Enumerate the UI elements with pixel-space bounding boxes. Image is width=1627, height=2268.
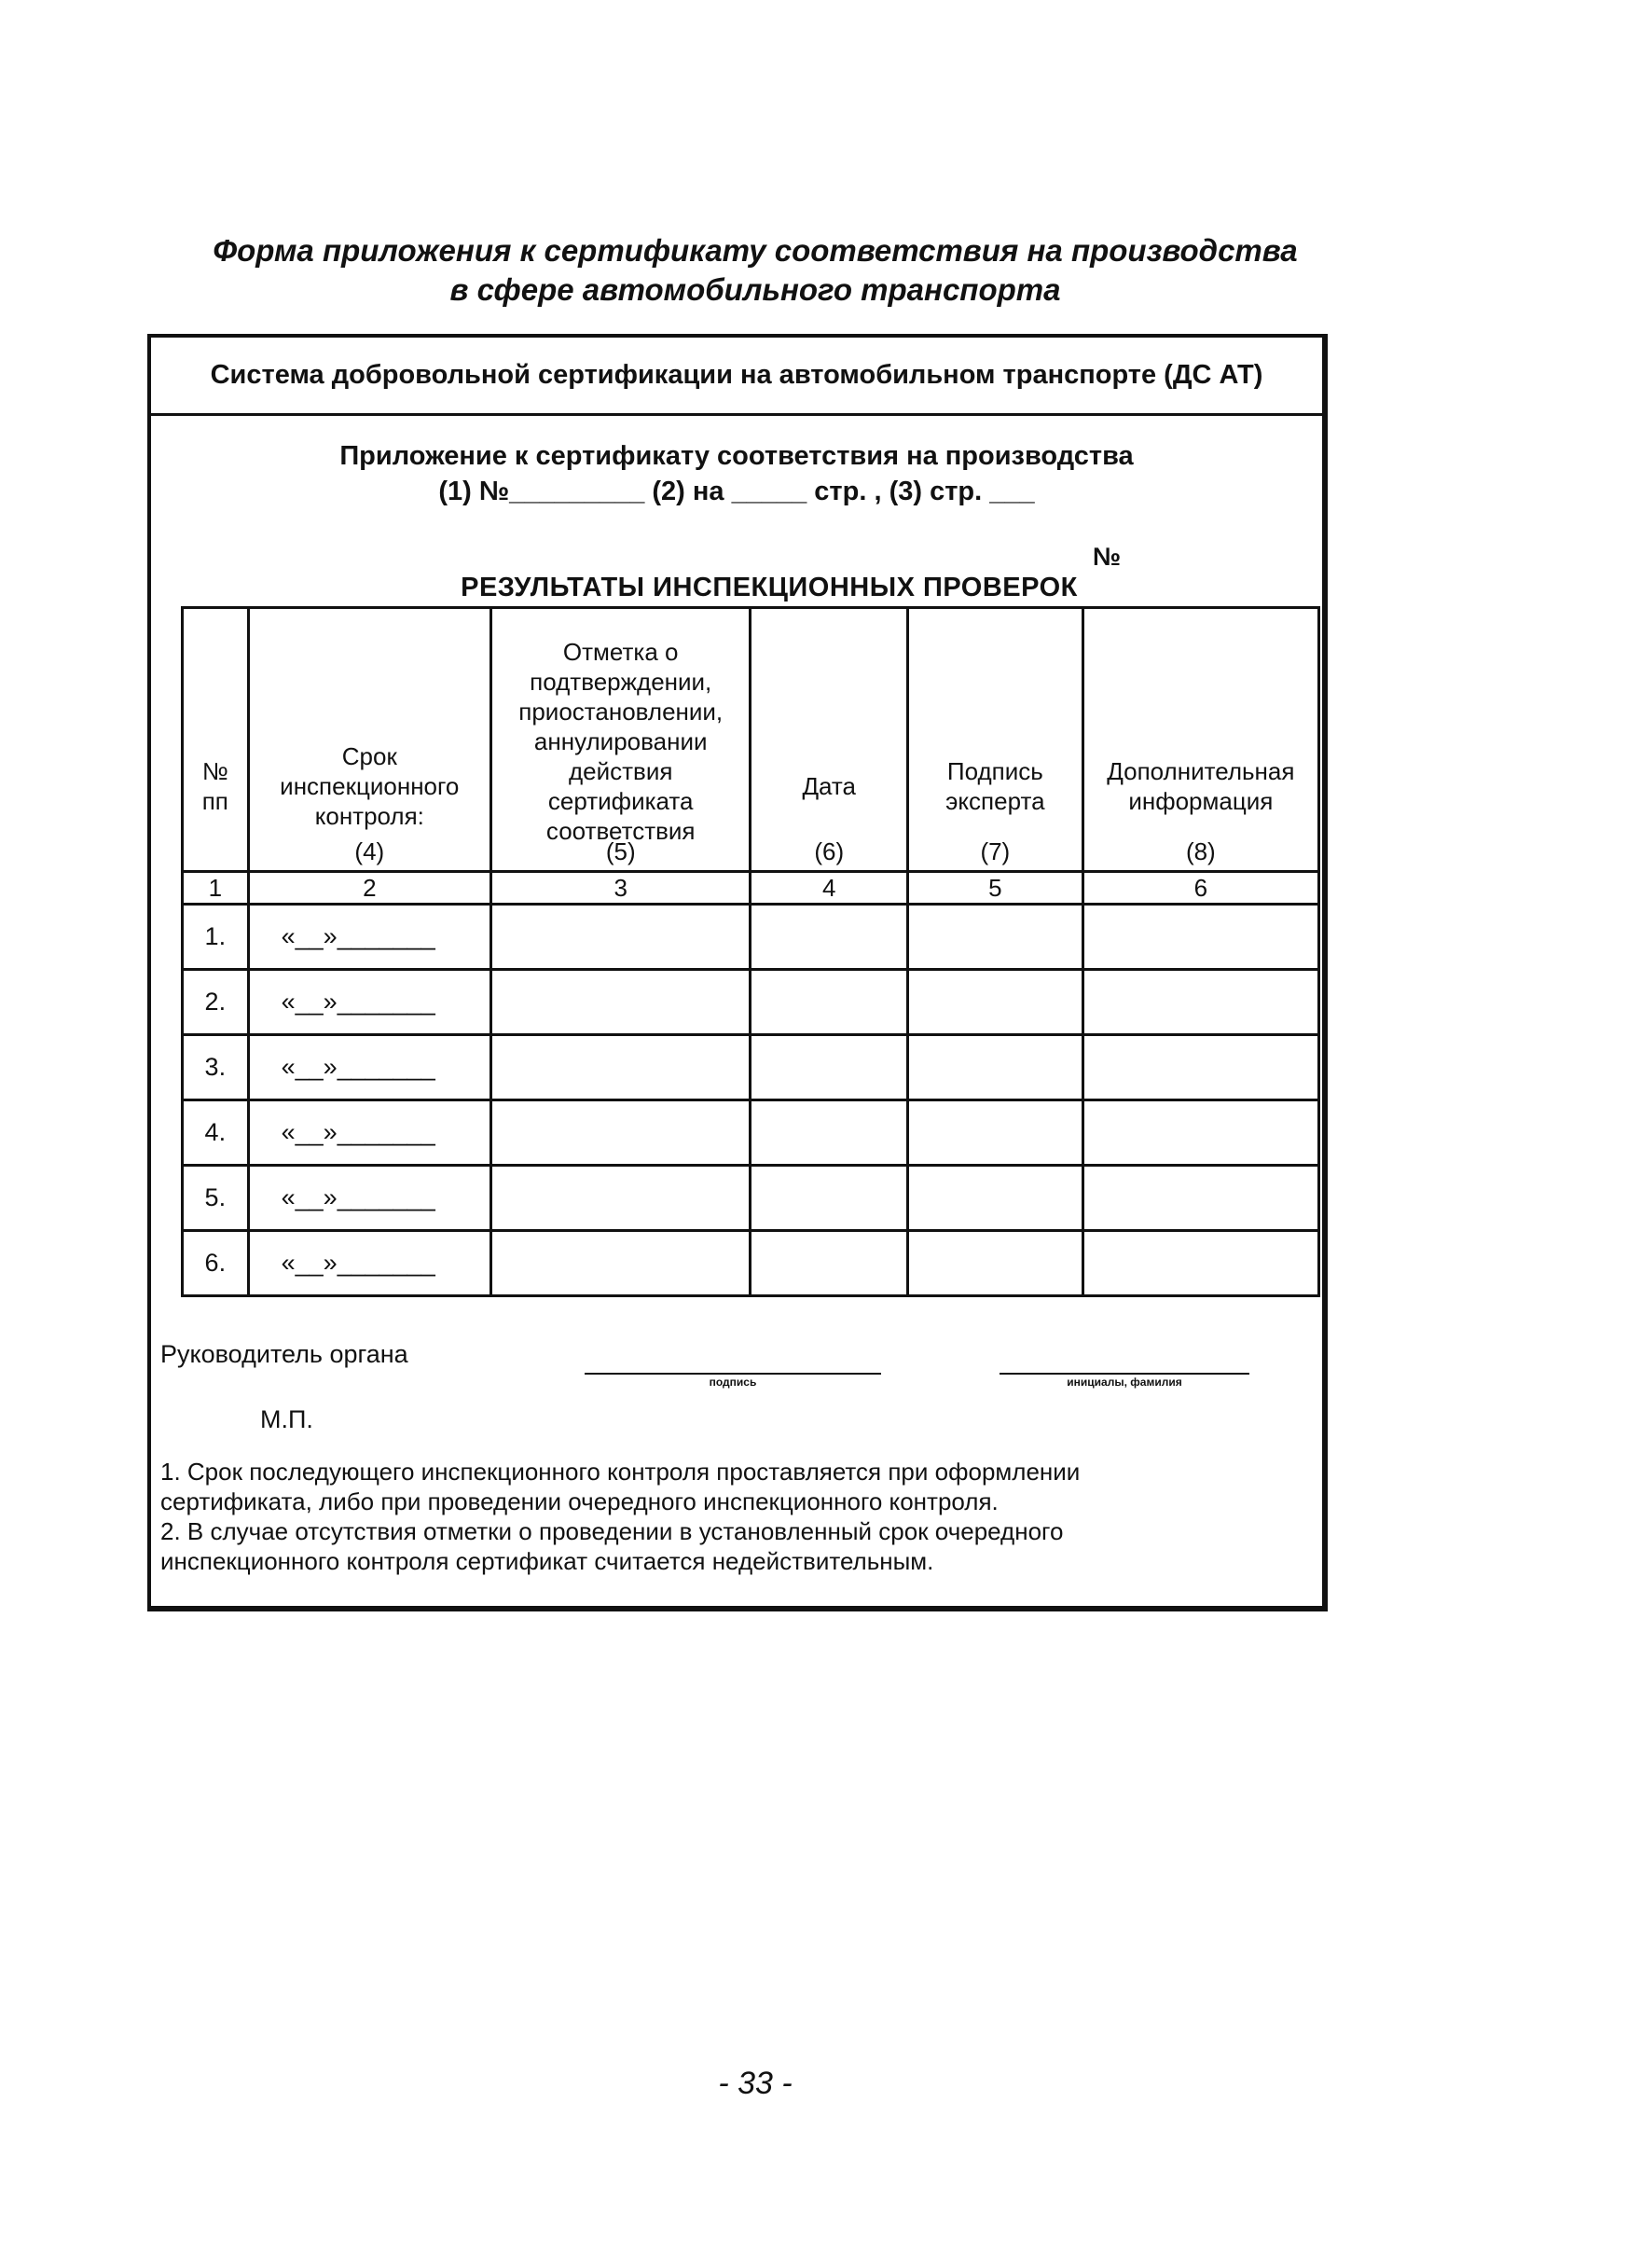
inspection-date-field[interactable]: «__»_______ <box>248 1231 490 1296</box>
signature-cell[interactable] <box>907 1231 1082 1296</box>
header-column-code: (5) <box>605 837 636 865</box>
number-mark: № <box>1093 543 1122 571</box>
inspection-date-field[interactable]: «__»_______ <box>248 1166 490 1231</box>
signature-caption: подпись <box>709 1376 757 1389</box>
column-index: 1 <box>183 872 249 905</box>
mark-cell[interactable] <box>490 1166 751 1231</box>
table-row <box>183 1231 1319 1296</box>
page-title-line-2: в сфере автомобильного транспорта <box>449 272 1061 307</box>
signature-cell[interactable] <box>907 1035 1082 1100</box>
header-text: Срок инспекционного контроля: <box>280 742 460 830</box>
date-cell[interactable] <box>751 1035 908 1100</box>
signature-cell[interactable] <box>907 1166 1082 1231</box>
header-column-code: (6) <box>814 837 845 865</box>
header-column-code: (4) <box>354 837 385 865</box>
signature-cell[interactable] <box>907 970 1082 1035</box>
footnote-line-2: сертификата, либо при проведении очередного инспекционного контроля. <box>160 1487 999 1515</box>
column-index: 3 <box>490 872 751 905</box>
row-number: 2. <box>183 970 249 1035</box>
info-cell[interactable] <box>1082 1166 1318 1231</box>
mark-cell[interactable] <box>490 905 751 970</box>
table-row <box>183 1035 1319 1100</box>
inspection-date-field[interactable]: «__»_______ <box>248 970 490 1035</box>
header-column-code: (7) <box>980 837 1011 865</box>
info-cell[interactable] <box>1082 1100 1318 1166</box>
column-index: 6 <box>1082 872 1318 905</box>
header-cell-inspection-term <box>248 608 490 872</box>
name-caption: инициалы, фамилия <box>1067 1376 1182 1389</box>
header-column-code: (8) <box>1185 837 1216 865</box>
date-cell[interactable] <box>751 1231 908 1296</box>
table-row <box>183 905 1319 970</box>
header-text: № пп <box>201 757 228 815</box>
header-cell-mark <box>490 608 751 872</box>
certificate-form-frame <box>147 334 1328 1611</box>
system-header: Система добровольной сертификации на автомобильном транспорте (ДС АТ) <box>151 338 1322 416</box>
row-number: 1. <box>183 905 249 970</box>
header-cell-expert-signature <box>907 608 1082 872</box>
header-text: Отметка о подтверждении, приостановлении, аннулировании действия сертификата соответствия <box>518 638 724 845</box>
results-title: РЕЗУЛЬТАТЫ ИНСПЕКЦИОННЫХ ПРОВЕРОК <box>461 573 1078 602</box>
mark-cell[interactable] <box>490 1231 751 1296</box>
footnotes <box>160 1457 1317 1576</box>
footnote-line-1: 1. Срок последующего инспекционного контроля проставляется при оформлении <box>160 1458 1081 1486</box>
date-cell[interactable] <box>751 970 908 1035</box>
info-cell[interactable] <box>1082 1231 1318 1296</box>
page-title-line-1: Форма приложения к сертификату соответствия на производства <box>213 233 1298 268</box>
signature-cell[interactable] <box>907 905 1082 970</box>
header-cell-number <box>183 608 249 872</box>
name-line[interactable] <box>1000 1373 1249 1375</box>
column-index: 5 <box>907 872 1082 905</box>
table-row <box>183 1166 1319 1231</box>
inspection-date-field[interactable]: «__»_______ <box>248 905 490 970</box>
table-row <box>183 1100 1319 1166</box>
stamp-label: М.П. <box>260 1405 313 1433</box>
appendix-title-line-1: Приложение к сертификату соответствия на производства <box>339 441 1134 471</box>
mark-cell[interactable] <box>490 1100 751 1166</box>
inspection-results-table <box>181 606 1320 1297</box>
page-number: - 33 - <box>718 2066 793 2101</box>
inspection-date-field[interactable]: «__»_______ <box>248 1100 490 1166</box>
info-cell[interactable] <box>1082 970 1318 1035</box>
column-index: 4 <box>751 872 908 905</box>
header-text: Дата <box>802 772 857 800</box>
row-number: 6. <box>183 1231 249 1296</box>
mark-cell[interactable] <box>490 970 751 1035</box>
signature-line[interactable] <box>585 1373 881 1375</box>
row-number: 5. <box>183 1166 249 1231</box>
table-row <box>183 970 1319 1035</box>
appendix-title <box>151 438 1322 509</box>
header-cell-additional-info <box>1082 608 1318 872</box>
header-text: Дополнительная информация <box>1107 757 1295 815</box>
column-index: 2 <box>248 872 490 905</box>
header-text: Подпись эксперта <box>945 757 1045 815</box>
signature-cell[interactable] <box>907 1100 1082 1166</box>
date-cell[interactable] <box>751 905 908 970</box>
column-index-row <box>183 872 1319 905</box>
footnote-line-4: инспекционного контроля сертификат считается недействительным. <box>160 1547 934 1575</box>
date-cell[interactable] <box>751 1100 908 1166</box>
date-cell[interactable] <box>751 1166 908 1231</box>
mark-cell[interactable] <box>490 1035 751 1100</box>
info-cell[interactable] <box>1082 905 1318 970</box>
page-title <box>0 231 1510 310</box>
footnote-line-3: 2. В случае отсутствия отметки о проведении в установленный срок очередного <box>160 1517 1064 1545</box>
row-number: 3. <box>183 1035 249 1100</box>
signature-label: Руководитель органа <box>160 1340 408 1368</box>
row-number: 4. <box>183 1100 249 1166</box>
header-cell-date <box>751 608 908 872</box>
table-header-row <box>183 608 1319 872</box>
inspection-date-field[interactable]: «__»_______ <box>248 1035 490 1100</box>
appendix-title-line-2: (1) №_________ (2) на _____ стр. , (3) стр. ___ <box>438 477 1035 506</box>
info-cell[interactable] <box>1082 1035 1318 1100</box>
